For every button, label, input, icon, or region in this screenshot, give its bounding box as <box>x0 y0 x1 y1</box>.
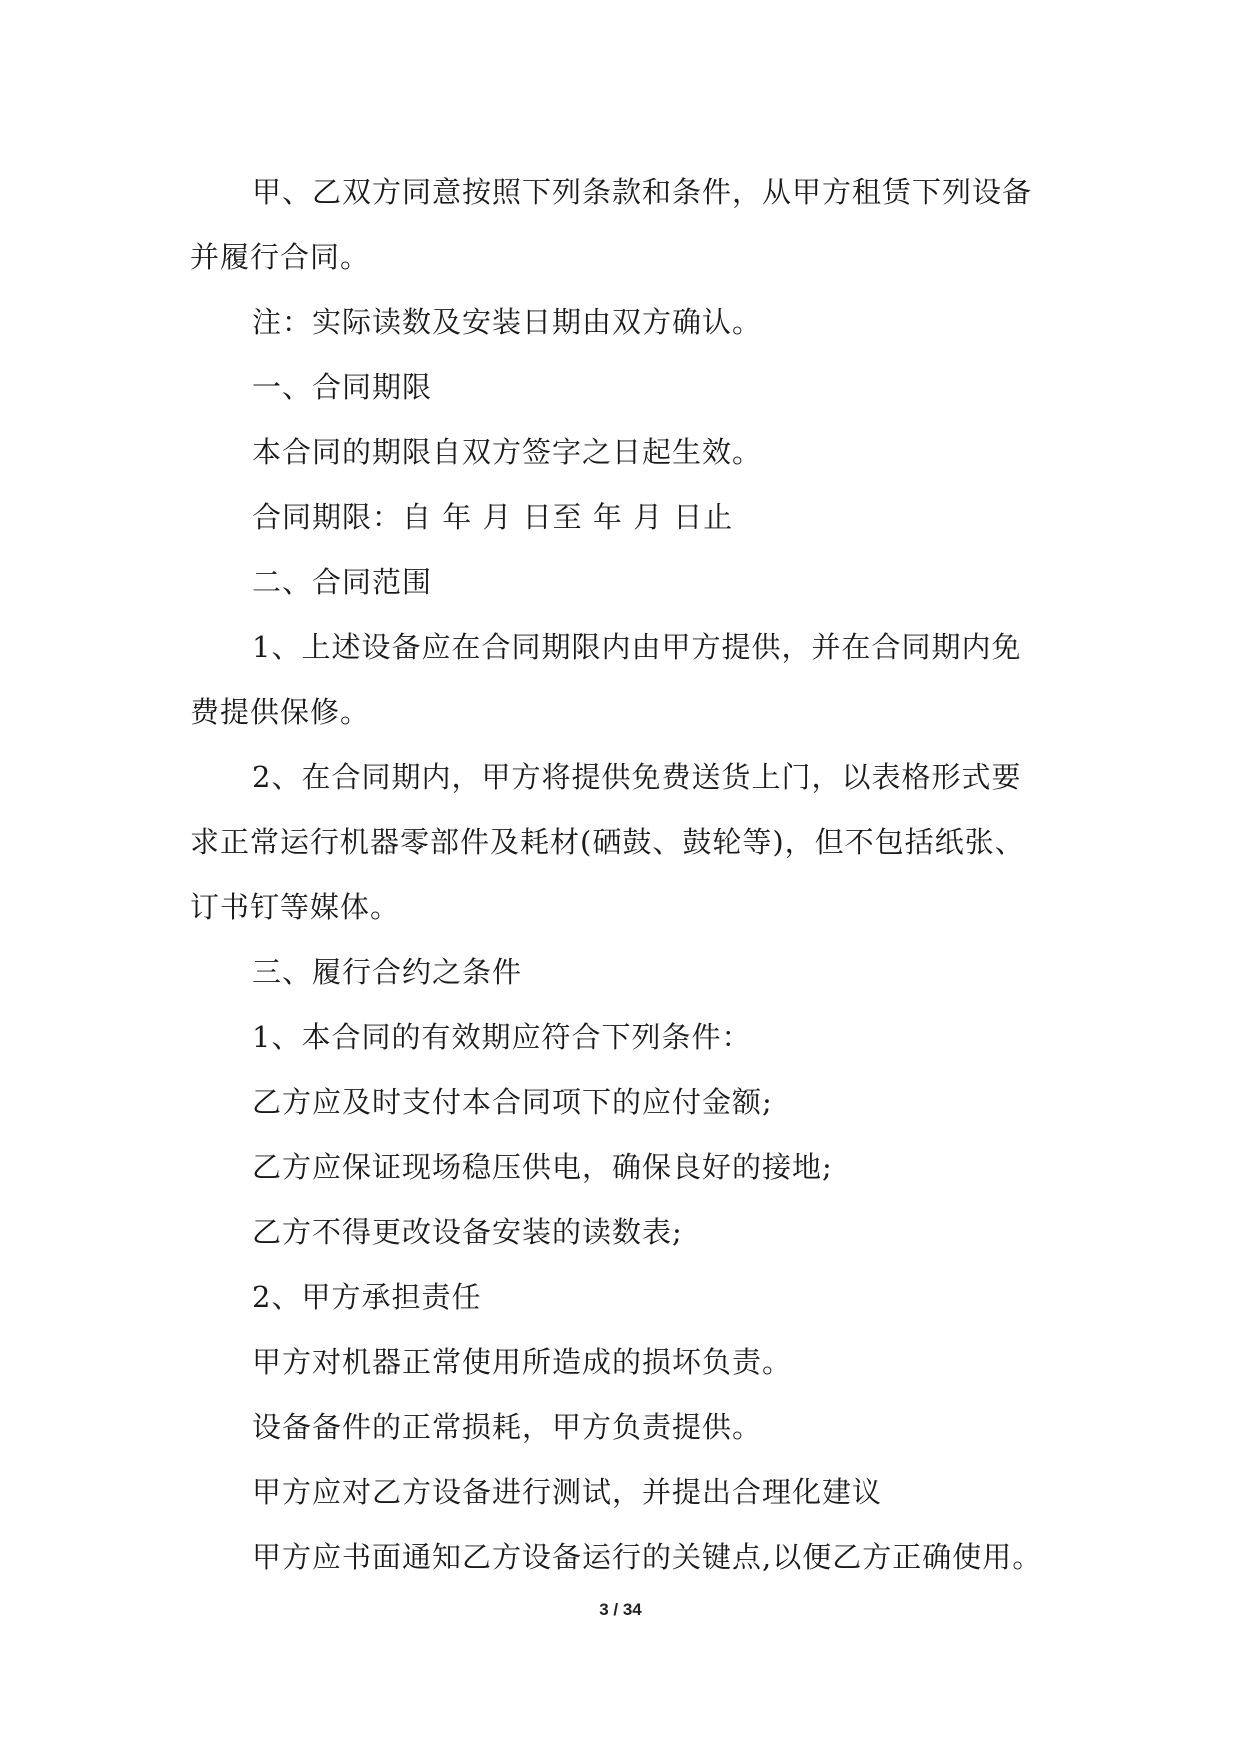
paragraph-line: 本合同的期限自双方签字之日起生效。 <box>252 435 763 469</box>
paragraph-line: 甲方对机器正常使用所造成的损坏负责。 <box>252 1345 793 1379</box>
section-heading-conditions: 三、履行合约之条件 <box>252 955 523 989</box>
paragraph-line: 甲方应书面通知乙方设备运行的关键点,以便乙方正确使用。 <box>252 1540 1043 1574</box>
paragraph-line: 设备备件的正常损耗，甲方负责提供。 <box>252 1410 763 1444</box>
paragraph-line: 求正常运行机器零部件及耗材(硒鼓、鼓轮等)，但不包括纸张、 <box>190 825 1025 859</box>
subsection-heading: 2、甲方承担责任 <box>252 1280 482 1314</box>
paragraph-line: 费提供保修。 <box>190 695 371 729</box>
paragraph-line: 并履行合同。 <box>190 240 371 274</box>
paragraph-line: 甲、乙双方同意按照下列条款和条件，从甲方租赁下列设备 <box>252 175 1033 209</box>
document-body <box>190 160 1060 1590</box>
paragraph-line: 乙方应及时支付本合同项下的应付金额; <box>252 1085 773 1119</box>
paragraph-line: 乙方应保证现场稳压供电，确保良好的接地; <box>252 1150 833 1184</box>
paragraph-line: 订书钉等媒体。 <box>190 890 401 924</box>
note-line: 注：实际读数及安装日期由双方确认。 <box>252 305 763 339</box>
contract-period-line: 合同期限：自 年 月 日至 年 月 日止 <box>252 500 734 534</box>
section-heading-scope: 二、合同范围 <box>252 565 433 599</box>
paragraph-line: 1、本合同的有效期应符合下列条件： <box>252 1020 752 1054</box>
paragraph-line: 乙方不得更改设备安装的读数表; <box>252 1215 683 1249</box>
section-heading-term: 一、合同期限 <box>252 370 433 404</box>
paragraph-line: 1、上述设备应在合同期限内由甲方提供，并在合同期内免 <box>252 630 1022 664</box>
paragraph-line: 2、在合同期内，甲方将提供免费送货上门，以表格形式要 <box>252 760 1022 794</box>
paragraph-line: 甲方应对乙方设备进行测试，并提出合理化建议 <box>252 1475 883 1509</box>
page-number: 3 / 34 <box>599 1600 642 1619</box>
